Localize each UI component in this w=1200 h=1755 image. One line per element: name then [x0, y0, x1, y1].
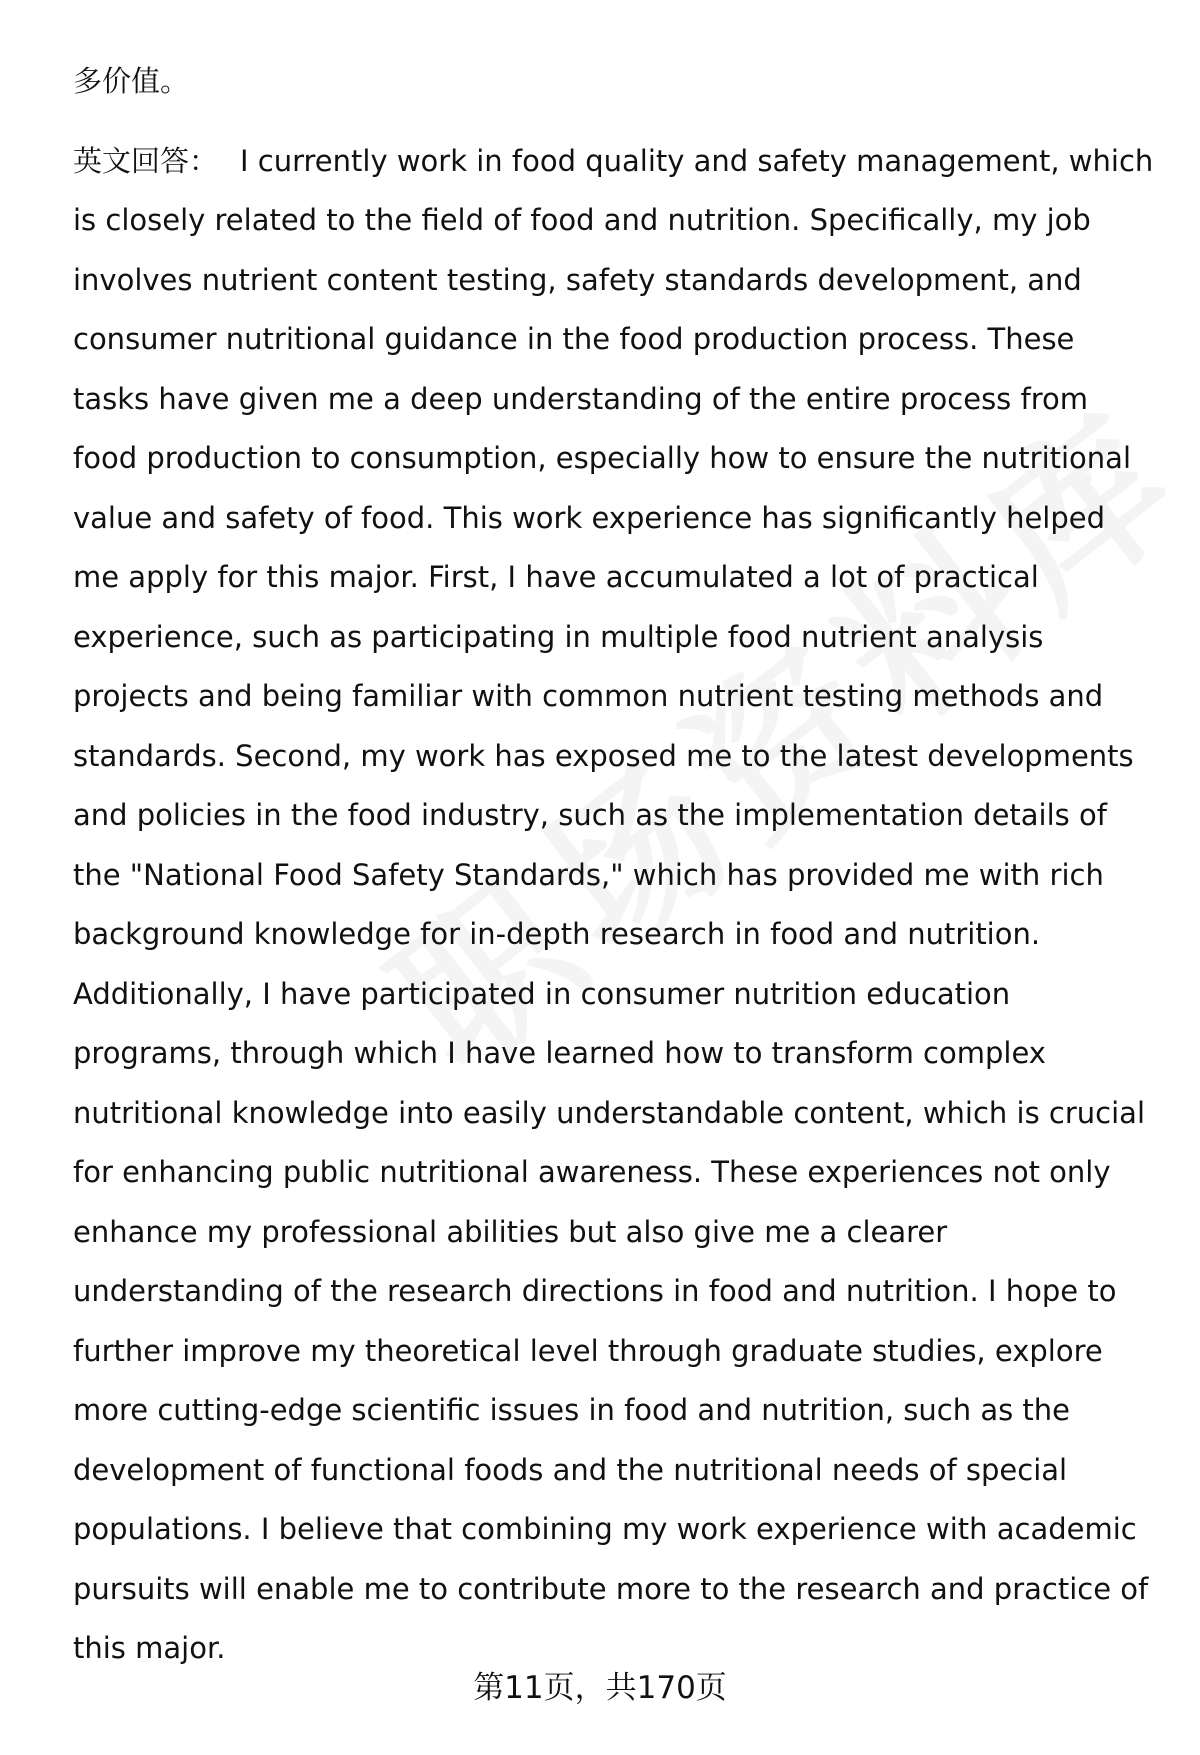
answer-label: 英文回答： [73, 143, 219, 178]
continuation-paragraph: 多价值。 [73, 64, 190, 98]
document-body [73, 52, 1155, 1679]
answer-text: I currently work in food quality and safety management, which is closely related to the field of food and nutrition. Specifically, my job involves nutrient content testing, safety standards development, and consumer nutritional guidance in the food production process. These tasks have given me a deep understanding of the entire process from food production to consumption, especially how to ensure the nutritional value and safety of food. This work experience has significantly helped me apply for this major. First, I have accumulated a lot of practical experience, such as participating in multiple food nutrient analysis projects and being familiar with common nutrient testing methods and standards. Second, my work has exposed me to the latest developments and policies in the food industry, such as the implementation details of the "National Food Safety Standards," which has provided me with rich background knowledge for in-depth research in food and nutrition. Additionally, I have participated in consumer nutrition education programs, through which I have learned how to transform complex nutritional knowledge into easily understandable content, which is crucial for enhancing public nutritional awareness. These experiences not only enhance my professional abilities but also give me a clearer understanding of the research directions in food and nutrition. I hope to further improve my theoretical level through graduate studies, explore more cutting-edge scientific issues in food and nutrition, such as the development of functional foods and the nutritional needs of special populations. I believe that combining my work experience with academic pursuits will enable me to contribute more to the research and practice of this major. [73, 143, 1154, 1665]
english-answer-paragraph [73, 132, 1155, 1679]
page-footer: 第11页，共170页 [473, 1670, 727, 1706]
